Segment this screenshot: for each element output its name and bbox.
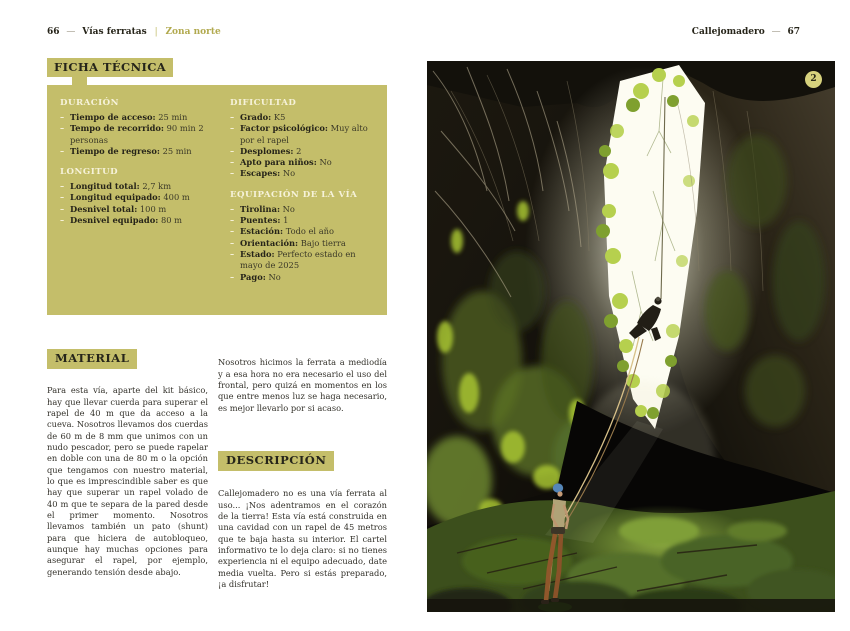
material-continuation-paragraph: Nosotros hicimos la ferrata a mediodía y a esa hora no era necesario el uso del frontal, pero quizá en momentos en los que entre menos luz se haga necesario, es mejor llevarlo por si acaso. — [218, 357, 387, 413]
zone-label: Zona norte — [165, 27, 221, 37]
ficha-item: – Tirolina: No — [230, 204, 379, 215]
left-page-header — [47, 27, 221, 37]
ficha-tecnica-box — [47, 85, 387, 315]
descripcion-paragraph: Callejomadero no es una vía ferrata al uso... ¡Nos adentramos en el corazón de la tierra! Esta vía está construida en una cavidad con un rapel de 45 metros que te baja hasta su interior. El cartel informativo te lo deja claro: si no tienes experiencia ni el equipo adecuado, date media vuelta. Pero si estás preparado, ¡a disfrutar! — [218, 488, 387, 590]
ficha-item: – Estado: Perfecto estado en mayo de 2025 — [230, 249, 379, 272]
ficha-item: – Apto para niños: No — [230, 157, 379, 168]
group-items — [60, 181, 210, 226]
group-heading: DIFICULTAD — [230, 98, 297, 108]
header-dash: — — [771, 27, 781, 37]
ficha-group-equipacion — [230, 190, 379, 283]
ficha-item: – Desplomes: 2 — [230, 146, 379, 157]
ficha-item: – Orientación: Bajo tierra — [230, 238, 379, 249]
ficha-item: – Grado: K5 — [230, 112, 379, 123]
ficha-item: – Longitud equipado: 400 m — [60, 192, 210, 203]
ficha-item: – Tempo de recorrido: 90 min 2 personas — [60, 123, 210, 146]
ficha-item: – Tiempo de regreso: 25 min — [60, 146, 210, 157]
group-items — [60, 112, 210, 157]
ficha-item: – Desnivel equipado: 80 m — [60, 215, 210, 226]
photo-number-badge: 2 — [805, 71, 822, 88]
header-separator: | — [154, 27, 158, 37]
section-title: Vías ferratas — [82, 27, 147, 37]
route-title: Callejomadero — [691, 27, 765, 37]
ficha-group-dificultad — [230, 98, 379, 180]
ficha-item: – Pago: No — [230, 272, 379, 283]
ficha-column-1 — [60, 98, 210, 315]
group-items — [230, 204, 379, 283]
ficha-item: – Puentes: 1 — [230, 215, 379, 226]
group-items — [230, 112, 379, 180]
material-label: MATERIAL — [47, 349, 137, 369]
left-page-number: 66 — [47, 27, 60, 37]
ficha-item: – Longitud total: 2,7 km — [60, 181, 210, 192]
ficha-item: – Escapes: No — [230, 168, 379, 179]
ficha-group-longitud — [60, 167, 210, 226]
header-dash: — — [66, 27, 76, 37]
group-heading: DURACIÓN — [60, 98, 119, 108]
ficha-tecnica-label: FICHA TÉCNICA — [47, 58, 173, 77]
material-paragraph: Para esta vía, aparte del kit básico, hay que llevar cuerda para superar el rapel de 40 m que da acceso a la cueva. Nosotros llevamos dos cuerdas de 60 m de 8 mm que unimos con un nudo pescador, pero se puede rapelar en doble con una de 80 m o la opción que tengamos con nuestro material, lo que es imprescindible saber es que hay que superar un rapel volado de 40 m que te separa de la pared desde el primer momento. Nosotros llevamos también un pato (shunt) para que hiciera de autobloqueo, aunque hay muchas opciones para asegurar el rapel, por ejemplo, generando tensión desde abajo. — [47, 385, 208, 577]
ficha-column-2 — [230, 98, 379, 315]
descripcion-label: DESCRIPCIÓN — [218, 451, 334, 471]
cave-photo — [427, 61, 835, 612]
ficha-group-duracion — [60, 98, 210, 157]
ficha-item: – Desnivel total: 100 m — [60, 204, 210, 215]
group-heading: EQUIPACIÓN DE LA VÍA — [230, 189, 358, 200]
right-page-header — [560, 27, 800, 37]
cave-photo-illustration — [427, 61, 835, 612]
ficha-item: – Estación: Todo el año — [230, 226, 379, 237]
ficha-item: – Factor psicológico: Muy alto por el rapel — [230, 123, 379, 146]
ficha-item: – Tiempo de acceso: 25 min — [60, 112, 210, 123]
right-page-number: 67 — [787, 27, 800, 37]
group-heading: LONGITUD — [60, 167, 119, 178]
